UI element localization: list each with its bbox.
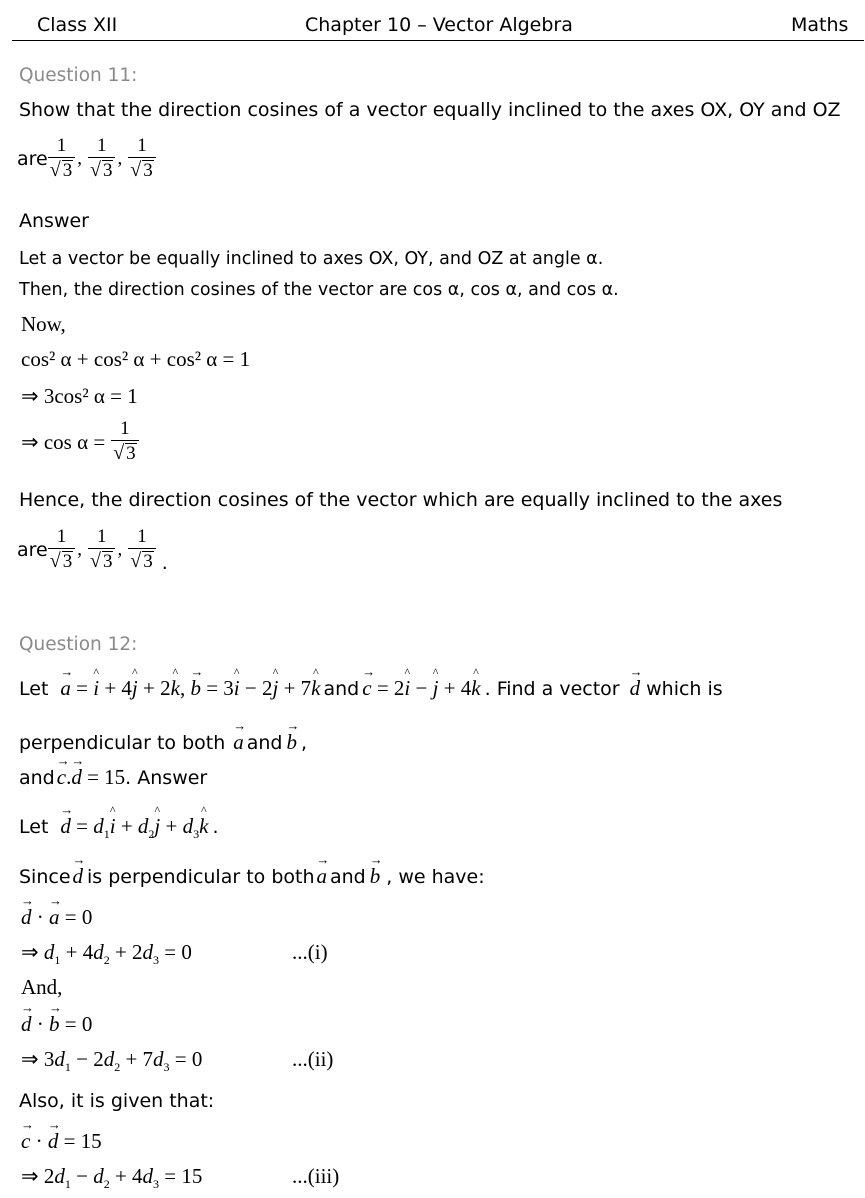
are-label: are bbox=[17, 148, 48, 170]
fraction-one-over-root3: $\frac{1}{√ 3}$ bbox=[88, 135, 115, 183]
since-line bbox=[19, 864, 485, 889]
equation-tag-ii: ...(ii) bbox=[292, 1047, 334, 1071]
fraction-one-over-root3: $\frac{1}{√ 3}$ bbox=[128, 526, 155, 574]
equation-3cos: ⇒ 3cos² α = 1 bbox=[21, 384, 138, 408]
fraction-one-over-root3: $\frac{1}{√ 3}$ bbox=[48, 135, 75, 183]
period: . bbox=[212, 816, 219, 838]
vector-a-symbol: → a bbox=[233, 730, 244, 755]
vector-d-symbol: → d bbox=[630, 676, 641, 701]
since-label: Since bbox=[19, 866, 71, 888]
equation-d-dot-b: → d · → b = 0 bbox=[21, 1012, 92, 1037]
answer-label: . Answer bbox=[125, 767, 208, 789]
and-label: and bbox=[246, 732, 283, 754]
solution-line-1: Let a vector be equally inclined to axes OX, OY, and OZ at angle α. bbox=[19, 249, 604, 269]
and-line: And, bbox=[21, 975, 63, 999]
equation-cos-sum: cos² α + cos² α + cos² α = 1 bbox=[21, 347, 251, 371]
header-subject: Maths bbox=[791, 14, 849, 36]
answer-label: Answer bbox=[19, 210, 89, 232]
conclusion-fractions: are $\frac{1}{√ 3}$ , $\frac{1}{√ 3}$ , $\frac{1}{√ 3}$ . bbox=[17, 526, 168, 574]
question-12-line-2 bbox=[19, 730, 307, 755]
equation-c-dot-d: → c · → d = 15 bbox=[21, 1129, 102, 1154]
conclusion-text: Hence, the direction cosines of the vector which are equally inclined to the axes bbox=[19, 489, 783, 511]
we-have-text: , we have: bbox=[386, 866, 485, 888]
equation-tag-iii: ...(iii) bbox=[292, 1164, 340, 1188]
and-label: and bbox=[323, 678, 360, 700]
vector-b-symbol: → b bbox=[287, 730, 298, 755]
equation-cos-alpha-lhs: ⇒ cos α = bbox=[21, 429, 106, 454]
comma: , bbox=[301, 732, 308, 754]
header-class: Class XII bbox=[37, 14, 118, 36]
solution-line-2: Then, the direction cosines of the vector are cos α, cos α, and cos α. bbox=[19, 280, 619, 300]
perpendicular-text: perpendicular to both bbox=[19, 732, 226, 754]
fraction-one-over-root3: $\frac{1}{√ 3}$ bbox=[128, 135, 155, 183]
question-11-text: Show that the direction cosines of a vector equally inclined to the axes OX, OY and OZ bbox=[19, 99, 841, 121]
vector-c-definition: → c = 2^ i − ^ j + 4^ k bbox=[362, 676, 480, 701]
also-text: Also, it is given that: bbox=[19, 1090, 215, 1112]
question-12-line-1 bbox=[19, 676, 723, 701]
now-label: Now, bbox=[21, 312, 66, 336]
vector-a-symbol: → a bbox=[317, 864, 328, 889]
fraction-one-over-root3: $\frac{1}{√ 3}$ bbox=[88, 526, 115, 574]
vector-d-definition: → $d = d_1\^{}$ $i + d_2\^{}$ $j + d_3\^{}$ k bbox=[60, 814, 208, 842]
and-label: and bbox=[330, 866, 366, 888]
equation-cos-alpha bbox=[21, 418, 139, 466]
fraction-one-over-root3: $\frac{1}{√ 3}$ bbox=[111, 418, 138, 466]
header-divider bbox=[12, 40, 864, 41]
vector-b-symbol: → b bbox=[370, 864, 381, 889]
and-label: and bbox=[19, 767, 55, 789]
question-11-fractions: are $\frac{1}{√ 3}$ , $\frac{1}{√ 3}$ , $\frac{1}{√ 3}$ bbox=[17, 135, 156, 183]
find-vector-text: . Find a vector bbox=[484, 678, 620, 700]
let-label: Let bbox=[19, 816, 49, 838]
question-12-line-3 bbox=[19, 765, 207, 790]
let-d-line bbox=[19, 814, 218, 842]
equation-i: ⇒ $d_1 + 4d_2 + 2d_3 = 0$ bbox=[21, 940, 192, 968]
are-label: are bbox=[17, 539, 48, 561]
equation-ii: ⇒ $3d_1 - 2d_2 + 7d_3 = 0$ bbox=[21, 1047, 203, 1075]
dot-product-condition: → c.→ d = 15 bbox=[57, 765, 125, 790]
fraction-one-over-root3: $\frac{1}{√ 3}$ bbox=[48, 526, 75, 574]
period: . bbox=[161, 552, 168, 574]
which-is-text: which is bbox=[646, 678, 723, 700]
question-11-label: Question 11: bbox=[19, 65, 138, 86]
vector-a-definition: → a = ^ i + 4^ j + 2^ k, → b = 3^ i − 2^ j + 7^ k bbox=[60, 676, 320, 701]
equation-d-dot-a: → d · → a = 0 bbox=[21, 905, 92, 930]
vector-d-symbol: → d bbox=[73, 864, 84, 889]
since-text: is perpendicular to both bbox=[87, 866, 315, 888]
question-12-label: Question 12: bbox=[19, 634, 138, 655]
let-label: Let bbox=[19, 678, 49, 700]
header-chapter: Chapter 10 – Vector Algebra bbox=[305, 14, 573, 36]
equation-iii: ⇒ $2d_1 - d_2 + 4d_3 = 15$ bbox=[21, 1164, 203, 1192]
equation-tag-i: ...(i) bbox=[292, 940, 328, 964]
